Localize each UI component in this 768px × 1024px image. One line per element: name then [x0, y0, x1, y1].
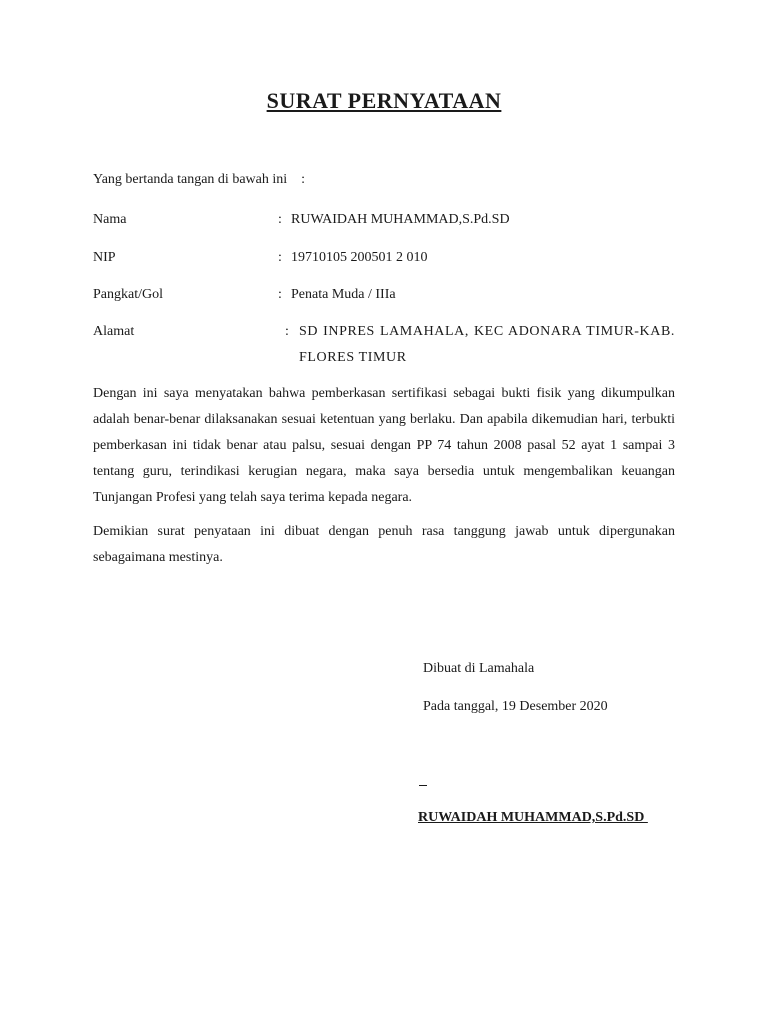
signature-date: Pada tanggal, 19 Desember 2020: [423, 699, 608, 714]
field-nip-colon: :: [278, 250, 282, 265]
intro-colon: :: [301, 172, 306, 187]
field-pangkat-colon: :: [278, 287, 282, 302]
intro-text: Yang bertanda tangan di bawah ini: [93, 172, 288, 187]
field-alamat-value: SD INPRES LAMAHALA, KEC ADONARA TIMUR-KAB. FLORES TIMUR: [299, 324, 675, 365]
intro-line: [93, 172, 305, 188]
field-nama-colon: :: [278, 212, 282, 227]
field-nama-value: RUWAIDAH MUHAMMAD,S.Pd.SD: [291, 212, 510, 227]
field-nip-label: NIP: [93, 250, 116, 265]
field-nip-value: 19710105 200501 2 010: [291, 250, 428, 265]
signer-name: RUWAIDAH MUHAMMAD,S.Pd.SD: [418, 810, 648, 825]
signature-place: Dibuat di Lamahala: [423, 661, 535, 676]
field-nama-label: Nama: [93, 212, 127, 227]
closing-paragraph: Demikian surat penyataan ini dibuat dengan penuh rasa tanggung jawab untuk dipergunakan sebagaimana mestinya.: [93, 524, 675, 565]
signature-line: [419, 785, 427, 786]
field-pangkat-value: Penata Muda / IIIa: [291, 287, 396, 302]
document-title: SURAT PERNYATAAN: [266, 88, 502, 113]
field-pangkat-label: Pangkat/Gol: [93, 287, 163, 302]
statement-paragraph: Dengan ini saya menyatakan bahwa pemberkasan sertifikasi sebagai bukti fisik yang dikumpulkan adalah benar-benar dilaksanakan sesuai ketentuan yang berlaku. Dan apabila dikemudian hari, terbukti pemberkasan ini tidak benar atau palsu, sesuai dengan PP 74 tahun 2008 pasal 52 ayat 1 sampai 3 tentang guru, terindikasi kerugian negara, maka saya bersedia untuk mengembalikan keuangan Tunjangan Profesi yang telah saya terima kepada negara.: [93, 386, 675, 505]
field-alamat-colon: :: [285, 324, 289, 339]
field-alamat-label: Alamat: [93, 324, 135, 339]
